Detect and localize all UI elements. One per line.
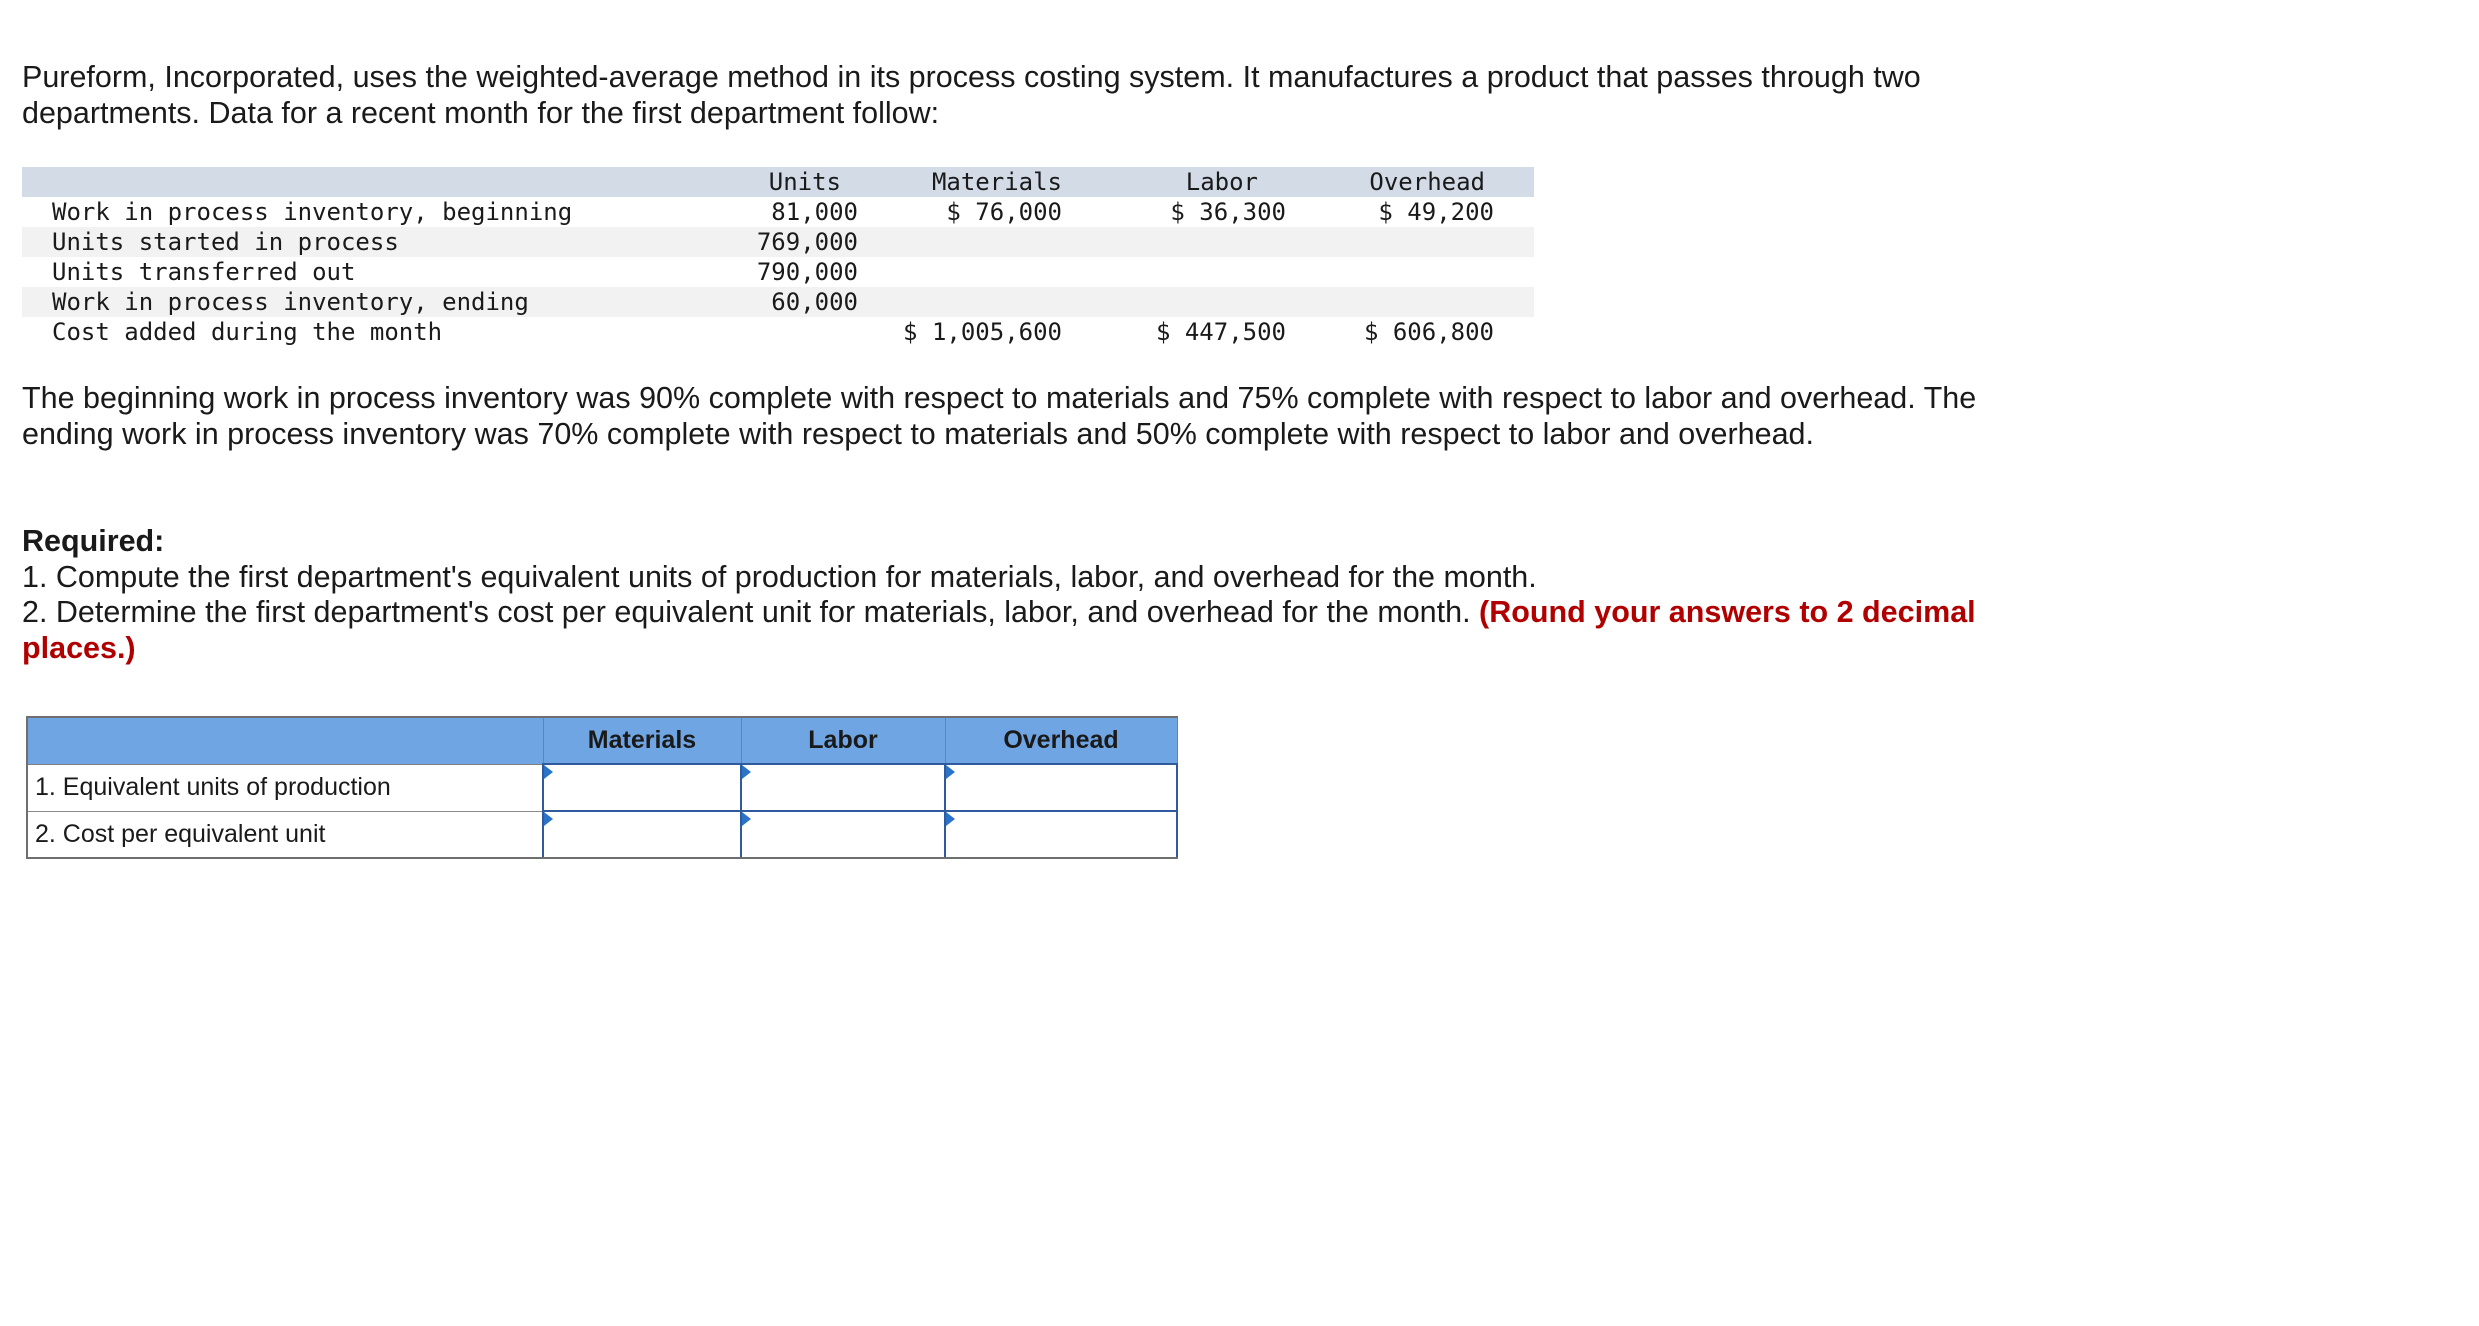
row-overhead: $ 606,800	[1363, 318, 1494, 346]
row-label: Units started in process	[52, 228, 399, 256]
equivalent-units-materials-input[interactable]	[544, 765, 740, 810]
answer-table	[26, 716, 1178, 859]
cost-per-unit-overhead-input[interactable]	[946, 812, 1176, 857]
row-label: Work in process inventory, ending	[52, 288, 529, 316]
row-units: 60,000	[771, 288, 858, 316]
row-labor	[1066, 227, 1290, 257]
header-units: Units	[768, 168, 841, 196]
row-label: Units transferred out	[52, 258, 356, 286]
table-row	[22, 287, 1534, 317]
equivalent-units-overhead-cell	[945, 764, 1177, 811]
row-units: 81,000	[771, 198, 858, 226]
answer-row-equivalent-units	[27, 764, 1177, 811]
row-labor	[1066, 257, 1290, 287]
cost-per-unit-labor-input[interactable]	[742, 812, 944, 857]
cost-per-unit-materials-input[interactable]	[544, 812, 740, 857]
row-units	[710, 317, 858, 347]
row-units: 790,000	[756, 258, 858, 286]
row-materials	[858, 287, 1066, 317]
equivalent-units-overhead-input[interactable]	[946, 765, 1176, 810]
required-item-2: 2. Determine the first department's cost per equivalent unit for materials, labor, and overhead for the month.	[22, 595, 1471, 629]
cost-per-unit-labor-cell	[741, 811, 945, 858]
completion-paragraph: The beginning work in process inventory was 90% complete with respect to materials and 75% complete with respect to labor and overhead. The ending work in process inventory was 70% complete with respect to materials and 50% complete with respect to labor and overhead.	[22, 381, 1977, 451]
header-label	[22, 167, 710, 197]
answer-header-materials: Materials	[543, 717, 741, 764]
row-units: 769,000	[756, 228, 858, 256]
header-labor: Labor	[1185, 168, 1258, 196]
row-overhead	[1290, 257, 1534, 287]
row-overhead: $ 49,200	[1378, 198, 1494, 226]
table-row	[22, 317, 1534, 347]
answer-header-overhead: Overhead	[945, 717, 1177, 764]
required-section	[22, 524, 1982, 666]
row-materials: $ 76,000	[946, 198, 1062, 226]
answer-header-row	[27, 717, 1177, 764]
answer-row-label: 1. Equivalent units of production	[27, 764, 543, 811]
data-table-header-row	[22, 167, 1534, 197]
cost-per-unit-materials-cell	[543, 811, 741, 858]
row-labor: $ 447,500	[1155, 318, 1286, 346]
row-materials	[858, 257, 1066, 287]
intro-paragraph: Pureform, Incorporated, uses the weighted-average method in its process costing system. It manufactures a product that passes through two departments. Data for a recent month for the first department follow:	[22, 60, 1921, 130]
table-row	[22, 197, 1534, 227]
answer-row-cost-per-unit	[27, 811, 1177, 858]
row-label: Cost added during the month	[52, 318, 443, 346]
rounding-note: (Round your answers to 2 decimal places.)	[22, 595, 1976, 665]
answer-row-label: 2. Cost per equivalent unit	[27, 811, 543, 858]
row-materials	[858, 227, 1066, 257]
equivalent-units-materials-cell	[543, 764, 741, 811]
cost-per-unit-overhead-cell	[945, 811, 1177, 858]
answer-header-labor: Labor	[741, 717, 945, 764]
row-label: Work in process inventory, beginning	[52, 198, 573, 226]
row-labor	[1066, 287, 1290, 317]
answer-header-label	[27, 717, 543, 764]
header-materials: Materials	[931, 168, 1062, 196]
row-overhead	[1290, 287, 1534, 317]
equivalent-units-labor-input[interactable]	[742, 765, 944, 810]
row-overhead	[1290, 227, 1534, 257]
table-row	[22, 257, 1534, 287]
row-labor: $ 36,300	[1170, 198, 1286, 226]
table-row	[22, 227, 1534, 257]
header-overhead: Overhead	[1369, 168, 1485, 196]
required-title: Required:	[22, 524, 165, 558]
equivalent-units-labor-cell	[741, 764, 945, 811]
row-materials: $ 1,005,600	[903, 318, 1062, 346]
required-item-1: 1. Compute the first department's equivalent units of production for materials, labor, and overhead for the month.	[22, 559, 1537, 594]
department-data-table	[22, 167, 1534, 347]
